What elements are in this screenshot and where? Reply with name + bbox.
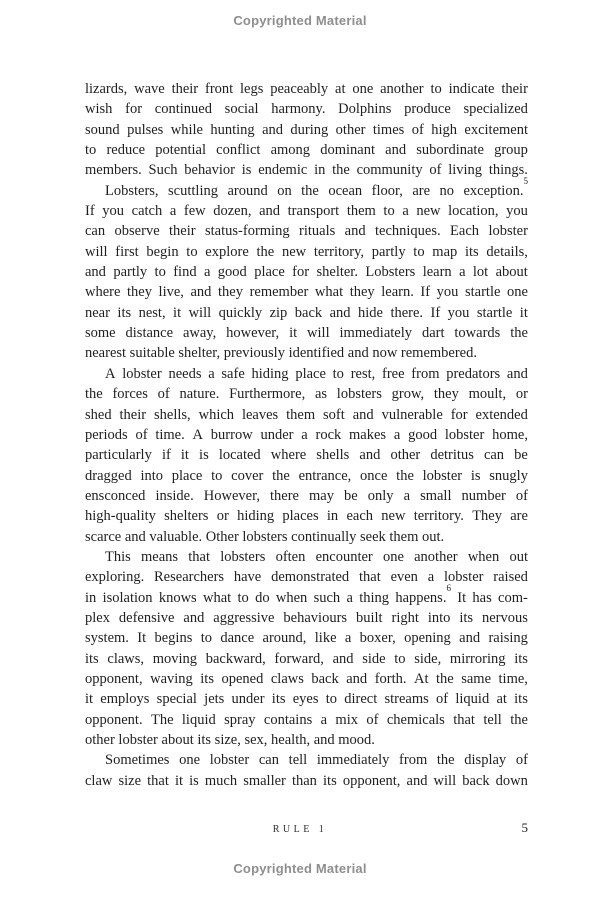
text-line: opponent, waving its opened claws back and forth. At the same time, — [85, 670, 528, 687]
text-line: will first begin to explore the new territory, partly to map its details, — [85, 243, 528, 260]
text-line: and partly to find a good place for shelter. Lobsters learn a lot about — [85, 264, 528, 281]
text-line: A lobster needs a safe hiding place to rest, free from predators and — [105, 365, 528, 382]
page-number: 5 — [521, 820, 528, 835]
text-line: sound pulses while hunting and during other times of high excitement — [85, 121, 528, 138]
text-line: near its nest, it will quickly zip back and hide there. If you startle it — [85, 304, 528, 321]
text-line: in isolation knows what to do when such a thing happens.$^6$ It has com- — [85, 583, 528, 606]
text-line: particularly if it is located where shells and other detritus can be — [85, 447, 528, 464]
copyright-banner-top: Copyrighted Material — [233, 13, 367, 28]
text-line: exploring. Researchers have demonstrated that even a lobster raised — [85, 569, 528, 586]
running-head: RULE 1 — [272, 824, 328, 835]
footnote-ref: 5 — [523, 176, 528, 187]
text-line: can observe their status-forming rituals and techniques. Each lobster — [85, 223, 528, 240]
text-line: to reduce potential conflict among dominant and subordinate group — [85, 142, 528, 159]
text-line: nearest suitable shelter, previously identified and now remembered. — [85, 345, 477, 362]
footnote-ref: 6 — [446, 583, 451, 594]
text-line: shed their shells, which leaves them soft and vulnerable for extended — [85, 406, 528, 423]
text-line: where they live, and they remember what they learn. If you startle one — [85, 284, 528, 301]
text-line: If you catch a few dozen, and transport them to a new location, you — [85, 203, 528, 220]
text-line: its claws, moving backward, forward, and side to side, mirroring its — [85, 650, 528, 667]
text-line: plex defensive and aggressive behaviours built right into its nervous — [85, 609, 528, 626]
text-line: lizards, wave their front legs peaceably at one another to indicate their — [85, 81, 528, 97]
text-line: periods of time. A burrow under a rock makes a good lobster home, — [85, 426, 528, 443]
copyright-banner-bottom: Copyrighted Material — [233, 861, 367, 876]
text-line: opponent. The liquid spray contains a mix of chemicals that tell the — [85, 711, 528, 728]
text-line: it employs special jets under its eyes to direct streams of liquid at its — [85, 691, 528, 708]
text-line: other lobster about its size, sex, health, and mood. — [85, 732, 375, 748]
text-line: scarce and valuable. Other lobsters continually seek them out. — [85, 528, 445, 545]
text-line: Lobsters, scuttling around on the ocean floor, are no exception.$^5$ — [105, 176, 528, 199]
text-line: some distance away, however, it will immediately dart towards the — [85, 325, 528, 342]
text-line: members. Such behavior is endemic in the community of living things. — [85, 162, 528, 179]
text-line: system. It begins to dance around, like a boxer, opening and raising — [85, 630, 528, 647]
text-line: Sometimes one lobster can tell immediately from the display of — [105, 752, 528, 769]
text-line: dragged into place to cover the entrance, once the lobster is snugly — [85, 467, 528, 484]
text-line: wish for continued social harmony. Dolphins produce specialized — [85, 101, 528, 118]
text-line: ensconced inside. However, there may be only a small number of — [85, 487, 528, 504]
text-line: This means that lobsters often encounter one another when out — [105, 548, 528, 565]
text-line: high-quality shelters or hiding places in each new territory. They are — [85, 508, 528, 525]
text-line: the forces of nature. Furthermore, as lobsters grow, they moult, or — [85, 386, 528, 403]
text-line: claw size that it is much smaller than its opponent, and will back down — [85, 772, 528, 789]
page-body — [85, 79, 528, 791]
